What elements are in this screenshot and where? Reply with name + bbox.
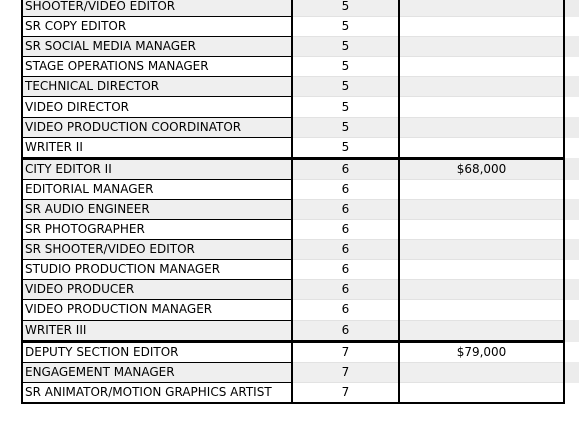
margin-cell <box>0 179 22 199</box>
job-title-cell[interactable]: SR SHOOTER/VIDEO EDITOR <box>22 240 292 260</box>
grade-cell[interactable]: 6 <box>292 220 399 240</box>
empty-cell[interactable] <box>564 17 579 37</box>
grade-cell[interactable]: 6 <box>292 199 399 219</box>
job-title-cell[interactable]: STUDIO PRODUCTION MANAGER <box>22 260 292 280</box>
margin-cell <box>0 382 22 403</box>
table-row <box>0 117 579 137</box>
salary-cell[interactable] <box>399 97 564 117</box>
salary-cell[interactable] <box>399 199 564 219</box>
salary-cell[interactable] <box>399 77 564 97</box>
grade-cell[interactable]: 5 <box>292 97 399 117</box>
salary-cell[interactable] <box>399 280 564 300</box>
grade-cell[interactable]: 6 <box>292 300 399 320</box>
grade-cell[interactable]: 6 <box>292 320 399 341</box>
table-row <box>0 260 579 280</box>
table-row <box>0 77 579 97</box>
margin-cell <box>0 158 22 179</box>
table-row <box>0 320 579 341</box>
job-title-cell[interactable]: SR SOCIAL MEDIA MANAGER <box>22 37 292 57</box>
job-title-cell[interactable]: SHOOTER/VIDEO EDITOR <box>22 0 292 17</box>
margin-cell <box>0 57 22 77</box>
salary-cell[interactable] <box>399 300 564 320</box>
margin-cell <box>0 341 22 362</box>
table-row <box>0 0 579 17</box>
grade-cell[interactable]: 6 <box>292 280 399 300</box>
table-row <box>0 199 579 219</box>
margin-cell <box>0 220 22 240</box>
job-title-cell[interactable]: EDITORIAL MANAGER <box>22 179 292 199</box>
table-row <box>0 220 579 240</box>
empty-cell[interactable] <box>564 37 579 57</box>
empty-cell[interactable] <box>564 280 579 300</box>
margin-cell <box>0 280 22 300</box>
job-title-cell[interactable]: ENGAGEMENT MANAGER <box>22 362 292 382</box>
grade-cell[interactable]: 5 <box>292 0 399 17</box>
empty-cell[interactable] <box>564 158 579 179</box>
empty-cell[interactable] <box>564 97 579 117</box>
salary-cell[interactable] <box>399 260 564 280</box>
table-row <box>0 97 579 117</box>
job-title-cell[interactable]: SR ANIMATOR/MOTION GRAPHICS ARTIST <box>22 382 292 403</box>
table-row <box>0 362 579 382</box>
salary-cell[interactable] <box>399 37 564 57</box>
job-title-cell[interactable]: VIDEO PRODUCTION MANAGER <box>22 300 292 320</box>
grade-cell[interactable]: 5 <box>292 57 399 77</box>
margin-cell <box>0 97 22 117</box>
grade-cell[interactable]: 7 <box>292 341 399 362</box>
grade-cell[interactable]: 6 <box>292 179 399 199</box>
table-row <box>0 300 579 320</box>
empty-cell[interactable] <box>564 117 579 137</box>
salary-cell[interactable] <box>399 220 564 240</box>
empty-cell[interactable] <box>564 179 579 199</box>
salary-cell[interactable] <box>399 362 564 382</box>
salary-cell[interactable] <box>399 179 564 199</box>
empty-cell[interactable] <box>564 362 579 382</box>
margin-cell <box>0 37 22 57</box>
grade-cell[interactable]: 5 <box>292 37 399 57</box>
salary-cell[interactable] <box>399 240 564 260</box>
empty-cell[interactable] <box>564 260 579 280</box>
margin-cell <box>0 362 22 382</box>
margin-cell <box>0 320 22 341</box>
margin-cell <box>0 117 22 137</box>
margin-cell <box>0 240 22 260</box>
salary-cell[interactable] <box>399 117 564 137</box>
empty-cell[interactable] <box>564 77 579 97</box>
empty-cell[interactable] <box>564 0 579 17</box>
table-row <box>0 57 579 77</box>
empty-cell[interactable] <box>564 320 579 341</box>
margin-cell <box>0 77 22 97</box>
salary-cell[interactable] <box>399 57 564 77</box>
salary-cell[interactable]: $68,000 <box>399 158 564 179</box>
job-title-cell[interactable]: CITY EDITOR II <box>22 158 292 179</box>
empty-cell[interactable] <box>564 240 579 260</box>
grade-cell[interactable]: 5 <box>292 77 399 97</box>
job-title-cell[interactable]: VIDEO PRODUCTION COORDINATOR <box>22 117 292 137</box>
salary-cell[interactable] <box>399 137 564 158</box>
margin-cell <box>0 199 22 219</box>
table-row <box>0 240 579 260</box>
salary-cell[interactable] <box>399 382 564 403</box>
table-row <box>0 382 579 403</box>
empty-cell[interactable] <box>564 57 579 77</box>
table-row <box>0 280 579 300</box>
margin-cell <box>0 300 22 320</box>
job-title-cell[interactable]: WRITER II <box>22 137 292 158</box>
table-row <box>0 179 579 199</box>
salary-cell[interactable] <box>399 320 564 341</box>
job-title-cell[interactable]: VIDEO DIRECTOR <box>22 97 292 117</box>
table-row <box>0 158 579 179</box>
grade-cell[interactable]: 6 <box>292 240 399 260</box>
table-row <box>0 17 579 37</box>
empty-cell[interactable] <box>564 199 579 219</box>
grade-cell[interactable]: 5 <box>292 117 399 137</box>
table-row <box>0 137 579 158</box>
salary-cell[interactable] <box>399 0 564 17</box>
grade-cell[interactable]: 7 <box>292 382 399 403</box>
empty-cell[interactable] <box>564 382 579 403</box>
job-title-cell[interactable]: TECHNICAL DIRECTOR <box>22 77 292 97</box>
grade-cell[interactable]: 6 <box>292 158 399 179</box>
empty-cell[interactable] <box>564 300 579 320</box>
grade-cell[interactable]: 7 <box>292 362 399 382</box>
table-row <box>0 37 579 57</box>
job-title-cell[interactable]: DEPUTY SECTION EDITOR <box>22 341 292 362</box>
empty-cell[interactable] <box>564 341 579 362</box>
margin-cell <box>0 137 22 158</box>
grade-cell[interactable]: 5 <box>292 137 399 158</box>
job-title-cell[interactable]: STAGE OPERATIONS MANAGER <box>22 57 292 77</box>
margin-cell <box>0 17 22 37</box>
margin-cell <box>0 0 22 17</box>
grade-cell[interactable]: 6 <box>292 260 399 280</box>
salary-cell[interactable] <box>399 17 564 37</box>
empty-cell[interactable] <box>564 137 579 158</box>
job-title-cell[interactable]: VIDEO PRODUCER <box>22 280 292 300</box>
empty-cell[interactable] <box>564 220 579 240</box>
grade-cell[interactable]: 5 <box>292 17 399 37</box>
job-title-cell[interactable]: SR COPY EDITOR <box>22 17 292 37</box>
job-title-cell[interactable]: SR PHOTOGRAPHER <box>22 220 292 240</box>
job-title-cell[interactable]: WRITER III <box>22 320 292 341</box>
job-title-cell[interactable]: SR AUDIO ENGINEER <box>22 199 292 219</box>
salary-cell[interactable]: $79,000 <box>399 341 564 362</box>
margin-cell <box>0 260 22 280</box>
table-row <box>0 341 579 362</box>
